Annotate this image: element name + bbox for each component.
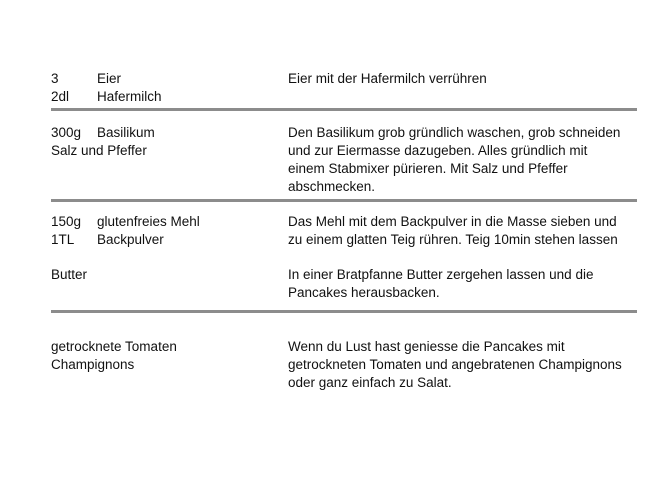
ingredient-text: Salz und Pfeffer xyxy=(51,143,147,158)
instruction-line: Eier mit der Hafermilch verrühren xyxy=(288,71,487,86)
section-divider xyxy=(51,310,637,313)
instruction-line: oder ganz einfach zu Salat. xyxy=(288,375,452,390)
ingredient-name: Backpulver xyxy=(97,232,164,247)
ingredient-text: getrocknete Tomaten xyxy=(51,339,177,354)
section-divider xyxy=(51,199,637,202)
ingredient-quantity: 300g xyxy=(51,125,82,140)
ingredient-name: Eier xyxy=(97,71,122,86)
ingredient-name: glutenfreies Mehl xyxy=(97,214,200,229)
ingredient-quantity: 1TL xyxy=(51,232,75,247)
ingredient-text: Butter xyxy=(51,267,88,282)
ingredient-name: Hafermilch xyxy=(97,89,162,104)
instruction-line: und zur Eiermasse dazugeben. Alles gründlich mit xyxy=(288,143,588,158)
instruction-line: Den Basilikum grob gründlich waschen, grob schneiden xyxy=(288,125,621,140)
instruction-line: In einer Bratpfanne Butter zergehen lassen und die xyxy=(288,267,594,282)
ingredient-quantity: 2dl xyxy=(51,89,70,104)
ingredient-text: Champignons xyxy=(51,357,135,372)
instruction-line: einem Stabmixer pürieren. Mit Salz und Pfeffer xyxy=(288,161,568,176)
instruction-line: Das Mehl mit dem Backpulver in die Masse sieben und xyxy=(288,214,617,229)
instruction-line: getrockneten Tomaten und angebratenen Champignons xyxy=(288,357,622,372)
instruction-line: Pancakes herausbacken. xyxy=(288,285,440,300)
instruction-line: zu einem glatten Teig rühren. Teig 10min stehen lassen xyxy=(288,232,618,247)
section-divider xyxy=(51,108,637,111)
ingredient-quantity: 3 xyxy=(51,71,59,86)
instruction-line: Wenn du Lust hast geniesse die Pancakes mit xyxy=(288,339,565,354)
ingredient-name: Basilikum xyxy=(97,125,155,140)
ingredient-quantity: 150g xyxy=(51,214,82,229)
instruction-line: abschmecken. xyxy=(288,179,376,194)
